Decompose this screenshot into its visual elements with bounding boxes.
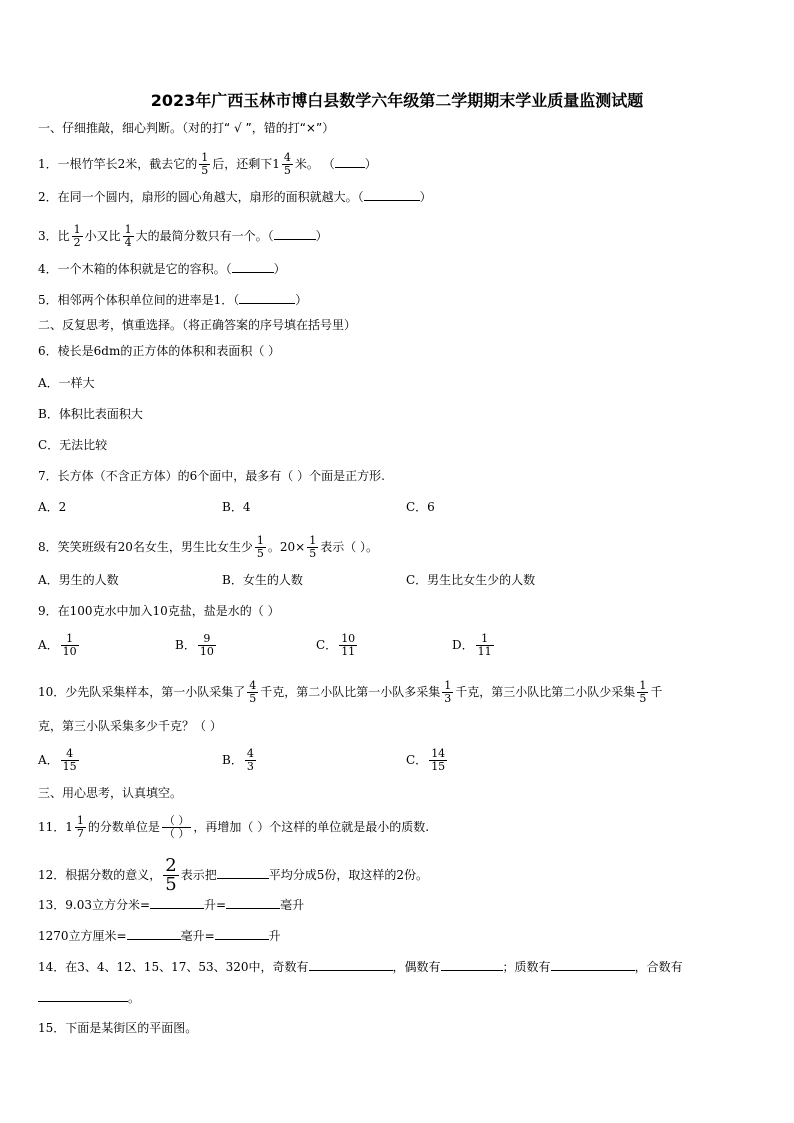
fraction: $\frac{4}{3}$ [246, 747, 254, 773]
question-10: 10．少先队采集样本，第一小队采集了 $\frac{4}{5}$ 千克，第二小队比第一小队多采集 $\frac{1}{3}$ 千克，第三小队比第二小队少采集 $\frac{1}{5}$ 千 [38, 679, 663, 705]
answer-blank[interactable] [309, 958, 393, 971]
option-c[interactable]: C．无法比较 [38, 438, 108, 452]
option-a[interactable]: A． $\frac{1}{10}$ [38, 632, 77, 658]
answer-blank[interactable] [226, 896, 280, 909]
question-14: 14．在3、4、12、15、17、53、320中，奇数有 ，偶数有 ；质数有 ，合数有 [38, 960, 683, 974]
fraction: $\frac{4}{15}$ [62, 747, 77, 773]
question-11: 11．1 $\frac{1}{7}$ 的分数单位是 $\frac{( )}{( )}$ ，再增加（ ）个这样的单位就是最小的质数. [38, 814, 430, 840]
option-b[interactable]: B．体积比表面积大 [38, 407, 143, 421]
fraction: $\frac{1}{10}$ [62, 632, 77, 658]
answer-blank[interactable] [215, 927, 269, 940]
q1-text-c: 米。 （ [294, 157, 335, 171]
answer-blank[interactable] [232, 260, 274, 273]
q5-text-b: ） [295, 293, 308, 307]
question-12: 12．根据分数的意义， $\frac{2}{5}$ 表示把 平均分成5份，取这样的2份。 [38, 855, 429, 895]
answer-blank[interactable] [441, 958, 503, 971]
fraction: $\frac{1}{11}$ [477, 632, 492, 658]
question-2 [38, 188, 432, 205]
q8-text-a: 8．笑笑班级有20名女生，男生比女生少 [38, 540, 253, 554]
q4-text-a: 4．一个木箱的体积就是它的容积。（ [38, 262, 232, 276]
option-c[interactable]: C． $\frac{10}{11}$ [316, 632, 356, 658]
fraction: $\frac{9}{10}$ [199, 632, 214, 658]
q5-text-a: 5．相邻两个体积单位间的进率是1．（ [38, 293, 240, 307]
q3-text-a: 3．比 [38, 229, 70, 243]
fraction: $\frac{4}{5}$ [249, 679, 257, 705]
q4-text-b: ） [273, 262, 286, 276]
answer-blank[interactable] [551, 958, 635, 971]
question-1 [38, 152, 377, 177]
question-6: 6．棱长是6dm的正方体的体积和表面积（ ） [38, 344, 281, 358]
fraction: $\frac{1}{5}$ [309, 534, 317, 560]
option-c[interactable]: C．男生比女生少的人数 [406, 573, 536, 587]
option-c[interactable]: C． $\frac{14}{15}$ [406, 747, 446, 773]
q1-text-b: 后，还剩下1 [212, 157, 280, 171]
question-15: 15．下面是某街区的平面图。 [38, 1021, 198, 1035]
fraction: $\frac{10}{11}$ [341, 632, 356, 658]
page-title: 2023年广西玉林市博白县数学六年级第二学期期末学业质量监测试题 [150, 91, 644, 110]
option-d[interactable]: D． $\frac{1}{11}$ [452, 632, 492, 658]
section-2-heading: 二、反复思考，慎重选择。（将正确答案的序号填在括号里） [38, 318, 357, 332]
option-a[interactable]: A．2 [38, 500, 67, 514]
answer-blank[interactable] [239, 291, 295, 304]
question-9: 9．在100克水中加入10克盐，盐是水的（ ） [38, 604, 280, 618]
question-3 [38, 224, 328, 249]
answer-blank[interactable] [217, 866, 269, 879]
option-b[interactable]: B．4 [222, 500, 251, 514]
fraction: $\frac{2}{5}$ [165, 855, 177, 895]
section-1-heading: 一、仔细推敲，细心判断。（对的打“ √ ”，错的打“×”） [38, 121, 335, 135]
option-a[interactable]: A． $\frac{4}{15}$ [38, 747, 77, 773]
question-14-line2: 。 [38, 989, 140, 1006]
fraction: $\frac{14}{15}$ [431, 747, 446, 773]
question-8 [38, 535, 378, 560]
option-b[interactable]: B．女生的人数 [222, 573, 303, 587]
question-4 [38, 260, 286, 277]
option-b[interactable]: B． $\frac{9}{10}$ [175, 632, 214, 658]
q3-text-b: 小又比 [84, 229, 121, 243]
answer-blank[interactable] [364, 188, 420, 201]
fraction: $\frac{1}{2}$ [73, 223, 81, 249]
q3-text-d: ） [315, 229, 328, 243]
answer-blank[interactable] [127, 927, 181, 940]
question-5 [38, 291, 307, 308]
section-3-heading: 三、用心思考，认真填空。 [38, 786, 183, 800]
blank-fraction[interactable]: $\frac{( )}{( )}$ [163, 814, 190, 840]
q2-text-a: 2．在同一个圆内，扇形的圆心角越大，扇形的面积就越大。（ [38, 190, 364, 204]
option-c[interactable]: C．6 [406, 500, 435, 514]
option-a[interactable]: A．一样大 [38, 376, 95, 390]
q3-text-c: 大的最简分数只有一个。（ [135, 229, 274, 243]
fraction: $\frac{1}{5}$ [256, 534, 264, 560]
question-7: 7．长方体（不含正方体）的6个面中，最多有（ ）个面是正方形. [38, 469, 385, 483]
question-13: 13．9.03立方分米= 升= 毫升 [38, 898, 305, 912]
option-b[interactable]: B． $\frac{4}{3}$ [222, 747, 254, 773]
fraction: $\frac{1}{4}$ [124, 223, 132, 249]
answer-blank[interactable] [150, 896, 204, 909]
answer-blank[interactable] [335, 155, 365, 168]
answer-blank[interactable] [274, 227, 316, 240]
question-13-line2: 1270立方厘米= 毫升= 升 [38, 929, 281, 943]
q8-text-b: 。20× [267, 540, 306, 554]
q2-text-b: ） [419, 190, 432, 204]
fraction: $\frac{4}{5}$ [283, 151, 291, 177]
question-10-line2: 克，第三小队采集多少千克？（ ） [38, 719, 222, 733]
fraction: $\frac{1}{3}$ [444, 679, 452, 705]
q1-text-a: 1．一根竹竿长2米，截去它的 [38, 157, 198, 171]
q8-text-c: 表示（ ）。 [320, 540, 379, 554]
q1-text-d: ） [364, 157, 377, 171]
option-a[interactable]: A．男生的人数 [38, 573, 119, 587]
fraction: $\frac{1}{7}$ [76, 814, 84, 840]
fraction: $\frac{1}{5}$ [639, 679, 647, 705]
fraction: $\frac{1}{5}$ [201, 151, 209, 177]
answer-blank[interactable] [38, 989, 128, 1002]
